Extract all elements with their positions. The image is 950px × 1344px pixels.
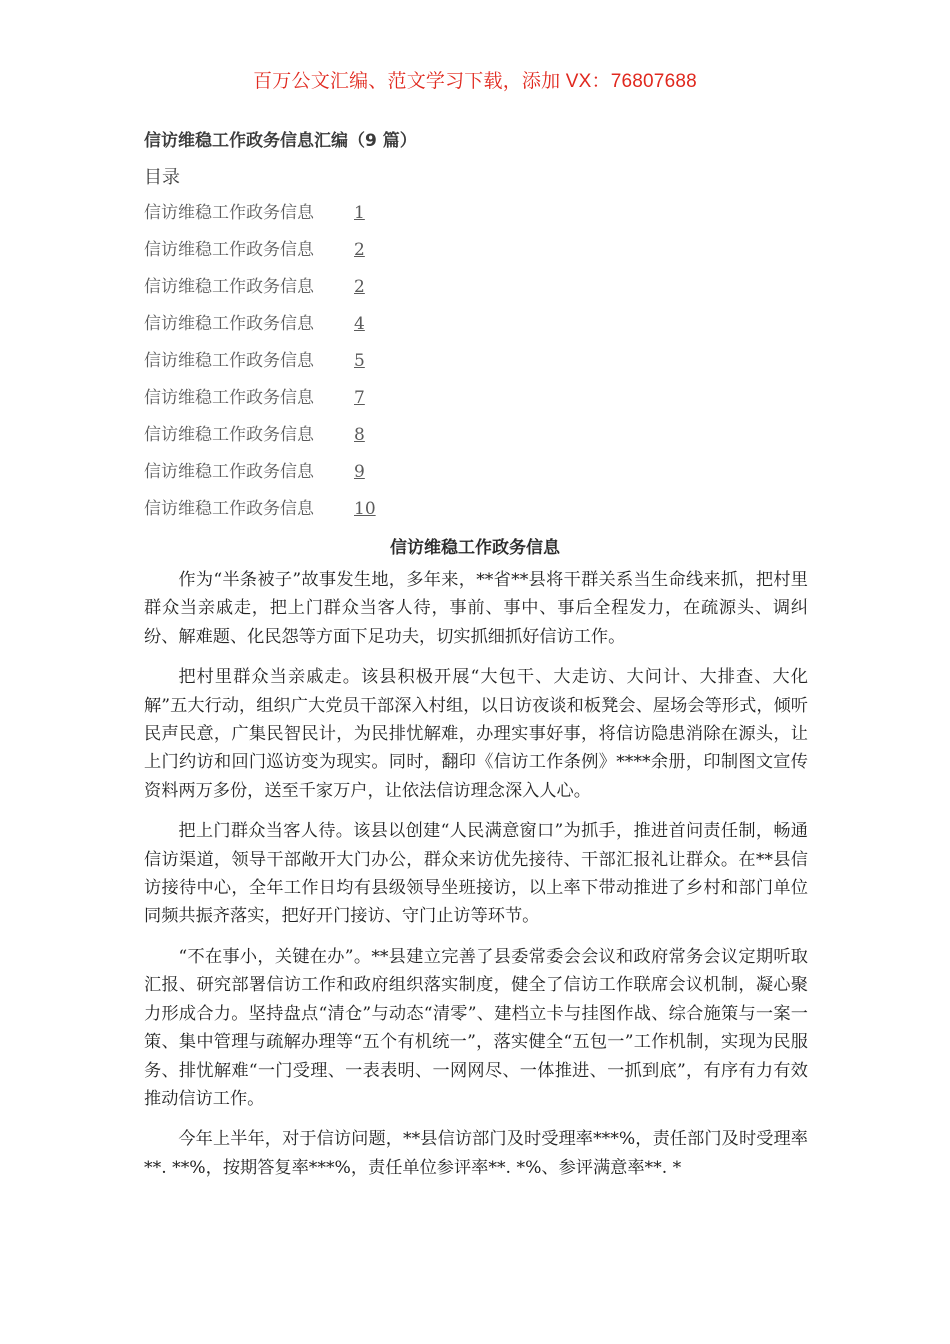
paragraph: 作为“半条被子”故事发生地，多年来，**省**县将干群关系当生命线来抓，把村里群众当亲戚走，把上门群众当客人待，事前、事中、事后全程发力，在疏源头、调纠纷、解难题、化民怨等方面下足功夫，切实抓细抓好信访工作。 xyxy=(144,570,808,647)
toc-entry xyxy=(144,235,544,272)
paragraph: 今年上半年，对于信访问题，**县信访部门及时受理率***%，责任部门及时受理率**. **%，按期答复率***%，责任单位参评率**. *%、参评满意率**. * xyxy=(144,1129,808,1178)
toc-heading: 目录 xyxy=(144,167,180,188)
toc-entry-label: 信访维稳工作政务信息 xyxy=(144,462,314,482)
toc-entry-label: 信访维稳工作政务信息 xyxy=(144,388,314,408)
table-of-contents xyxy=(144,198,544,531)
toc-page-link[interactable]: 7 xyxy=(354,388,365,408)
document-title: 信访维稳工作政务信息汇编（9 篇） xyxy=(144,131,417,151)
toc-page-link[interactable]: 9 xyxy=(354,462,365,482)
toc-entry-label: 信访维稳工作政务信息 xyxy=(144,351,314,371)
toc-entry-label: 信访维稳工作政务信息 xyxy=(144,203,314,223)
toc-entry xyxy=(144,198,544,235)
toc-page-link[interactable]: 1 xyxy=(354,203,365,223)
body-text xyxy=(144,566,808,1194)
toc-entry-label: 信访维稳工作政务信息 xyxy=(144,314,314,334)
toc-entry xyxy=(144,346,544,383)
toc-entry xyxy=(144,383,544,420)
section-title: 信访维稳工作政务信息 xyxy=(390,538,560,558)
promo-banner: 百万公文汇编、范文学习下载，添加 VX：76807688 xyxy=(253,71,697,92)
toc-page-link[interactable]: 8 xyxy=(354,425,365,445)
toc-entry-label: 信访维稳工作政务信息 xyxy=(144,240,314,260)
paragraph: “不在事小，关键在办”。**县建立完善了县委常委会会议和政府常务会议定期听取汇报、研究部署信访工作和政府组织落实制度，健全了信访工作联席会议机制，凝心聚力形成合力。坚持盘点“清仓”与动态“清零”、建档立卡与挂图作战、综合施策与一案一策、集中管理与疏解办理等“五个有机统一”，落实健全“五包一”工作机制，实现为民服务、排忧解难“一门受理、一表表明、一网网尽、一体推进、一抓到底”，有序有力有效推动信访工作。 xyxy=(144,946,808,1109)
toc-entry-label: 信访维稳工作政务信息 xyxy=(144,425,314,445)
toc-page-link[interactable]: 4 xyxy=(354,314,365,334)
toc-entry-label: 信访维稳工作政务信息 xyxy=(144,277,314,297)
paragraph: 把上门群众当客人待。该县以创建“人民满意窗口”为抓手，推进首问责任制，畅通信访渠道，领导干部敞开大门办公，群众来访优先接待、干部汇报礼让群众。在**县信访接待中心，全年工作日均有县级领导坐班接访，以上率下带动推进了乡村和部门单位同频共振齐落实，把好开门接访、守门止访等环节。 xyxy=(144,821,808,927)
toc-page-link[interactable]: 2 xyxy=(354,240,365,260)
toc-entry xyxy=(144,494,544,531)
toc-entry xyxy=(144,309,544,346)
toc-page-link[interactable]: 2 xyxy=(354,277,365,297)
toc-page-link[interactable]: 10 xyxy=(354,499,376,519)
toc-entry xyxy=(144,457,544,494)
toc-entry xyxy=(144,420,544,457)
toc-page-link[interactable]: 5 xyxy=(354,351,365,371)
toc-entry xyxy=(144,272,544,309)
paragraph: 把村里群众当亲戚走。该县积极开展“大包干、大走访、大问计、大排查、大化解”五大行动，组织广大党员干部深入村组，以日访夜谈和板凳会、屋场会等形式，倾听民声民意，广集民智民计，为民排忧解难，办理实事好事，将信访隐患消除在源头，让上门约访和回门巡访变为现实。同时，翻印《信访工作条例》****余册，印制图文宣传资料两万多份，送至千家万户，让依法信访理念深入人心。 xyxy=(144,667,808,801)
toc-entry-label: 信访维稳工作政务信息 xyxy=(144,499,314,519)
